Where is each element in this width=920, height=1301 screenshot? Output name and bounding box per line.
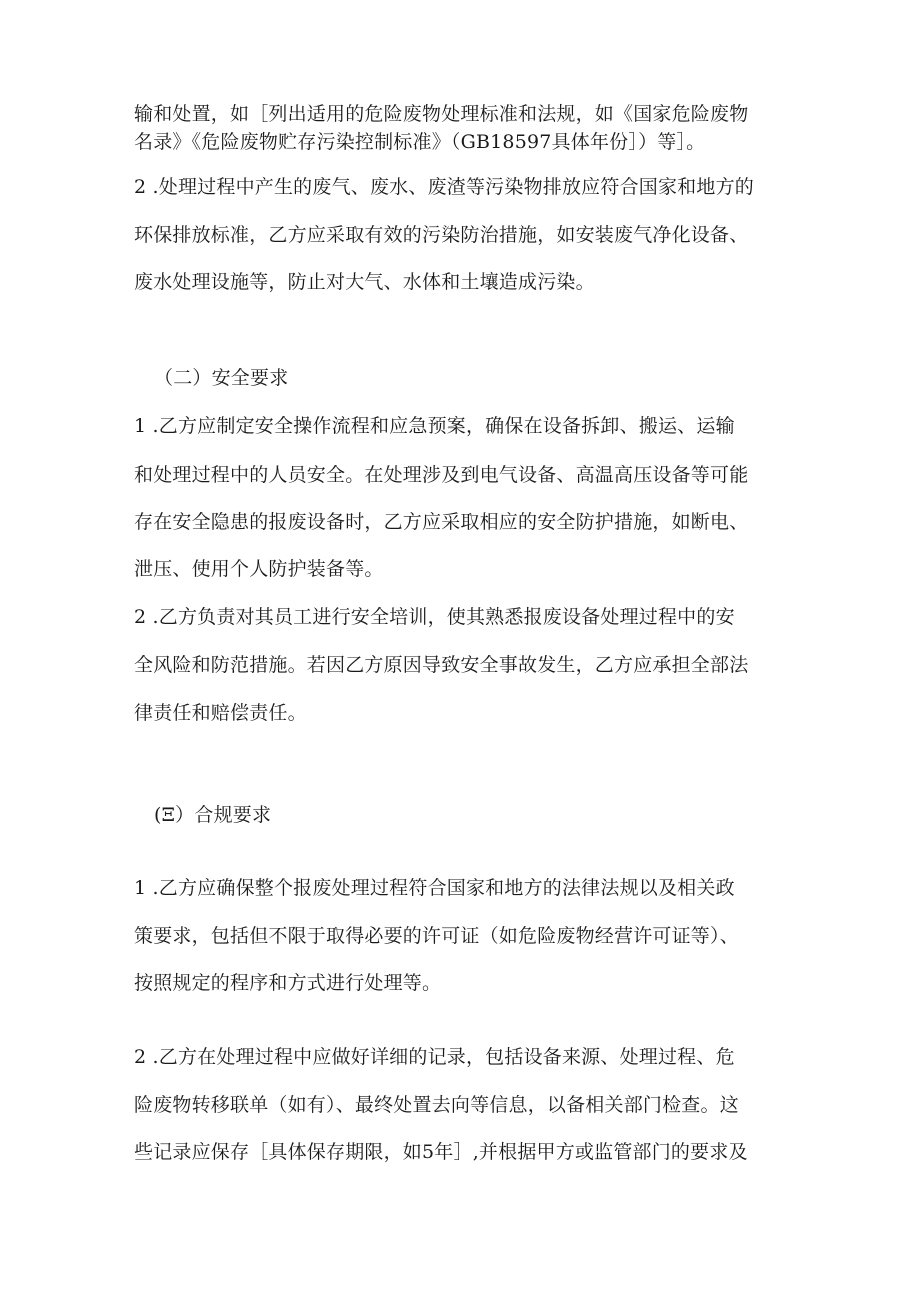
safety-item-1-line-2: 和处理过程中的人员安全。在处理涉及到电气设备、高温高压设备等可能 <box>134 464 749 486</box>
compliance-item-2-line-2: 险废物转移联单（如有）、最终处置去向等信息，以备相关部门检查。这 <box>134 1094 739 1116</box>
compliance-item-1-line-2: 策要求，包括但不限于取得必要的许可证（如危险废物经营许可证等）、 <box>134 925 739 947</box>
safety-item-1-line-4: 泄压、使用个人防护装备等。 <box>134 558 384 580</box>
section-heading-compliance: (Ξ）合规要求 <box>154 804 272 826</box>
env-item-2-line-1: 2 .处理过程中产生的废气、废水、废渣等污染物排放应符合国家和地方的 <box>134 176 754 198</box>
env-item-2-line-3: 废水处理设施等，防止对大气、水体和土壤造成污染。 <box>134 271 595 293</box>
safety-item-2-line-2: 全风险和防范措施。若因乙方原因导致安全事故发生，乙方应承担全部法 <box>134 654 749 676</box>
safety-item-1-line-3: 存在安全隐患的报废设备时，乙方应采取相应的安全防护措施，如断电、 <box>134 511 749 533</box>
compliance-item-2-line-3: 些记录应保存［具体保存期限，如5年］,并根据甲方或监管部门的要求及 <box>134 1141 748 1163</box>
safety-item-2-line-3: 律责任和赔偿责任。 <box>134 702 307 724</box>
safety-item-2-line-1: 2 .乙方负责对其员工进行安全培训，使其熟悉报废设备处理过程中的安 <box>134 606 735 628</box>
section-heading-safety: （二）安全要求 <box>154 367 289 389</box>
compliance-item-1-line-1: 1 .乙方应确保整个报废处理过程符合国家和地方的法律法规以及相关政 <box>134 877 735 899</box>
paragraph-intro-line-1: 输和处置，如［列出适用的危险废物处理标准和法规，如《国家危险废物 <box>134 103 749 125</box>
safety-item-1-line-1: 1 .乙方应制定安全操作流程和应急预案，确保在设备拆卸、搬运、运输 <box>134 415 735 437</box>
compliance-item-1-line-3: 按照规定的程序和方式进行处理等。 <box>134 972 442 994</box>
compliance-item-2-line-1: 2 .乙方在处理过程中应做好详细的记录，包括设备来源、处理过程、危 <box>134 1046 735 1068</box>
env-item-2-line-2: 环保排放标准，乙方应采取有效的污染防治措施，如安装废气净化设备、 <box>134 224 749 246</box>
paragraph-intro-line-2: 名录》《危险废物贮存污染控制标准》（GB18597具体年份］）等］。 <box>134 131 706 153</box>
